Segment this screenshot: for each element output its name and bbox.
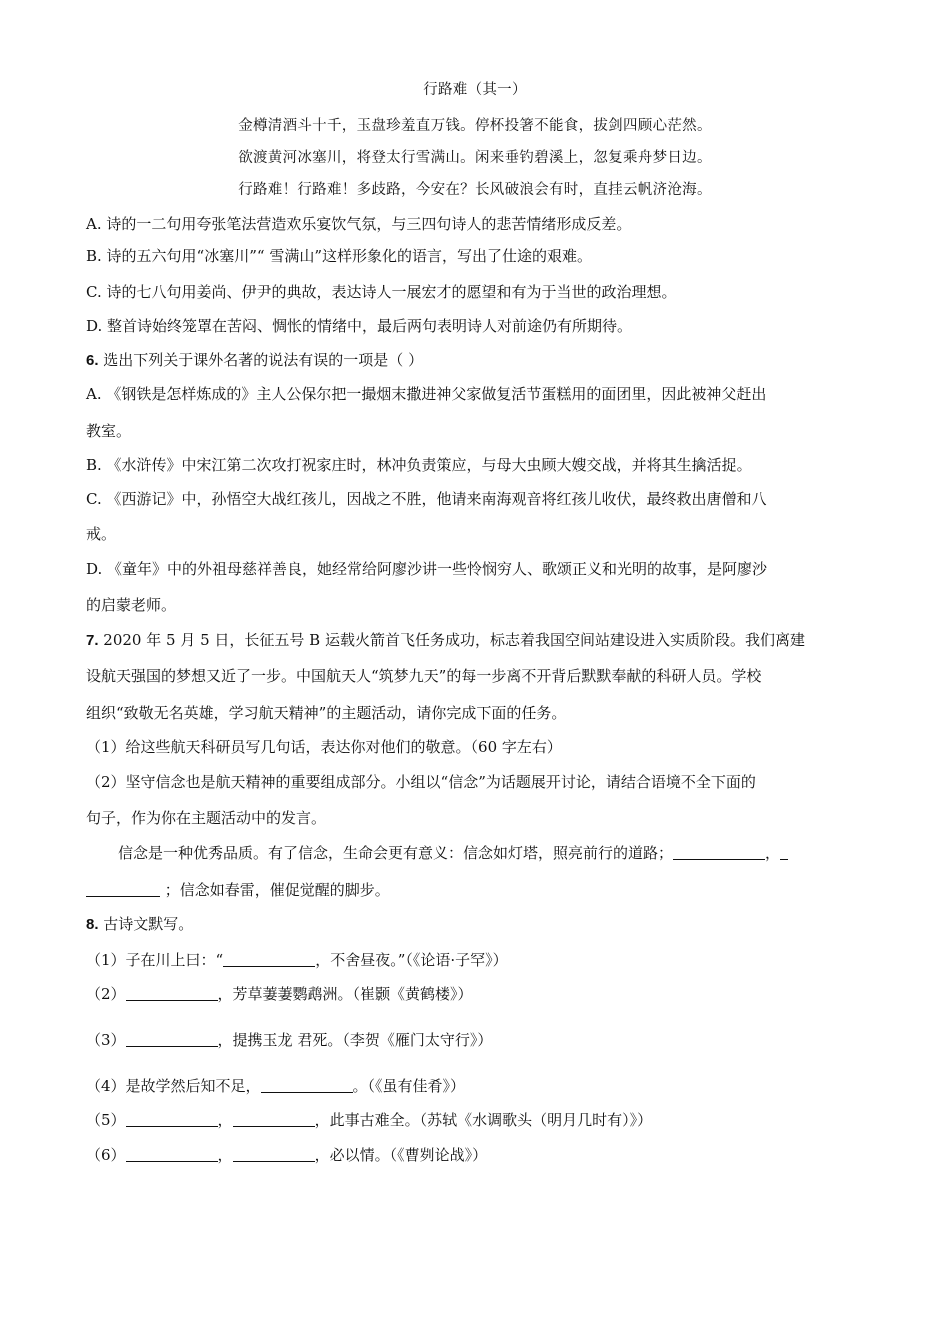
answer-blank[interactable] [126,986,218,1001]
question-6 [86,350,423,371]
q5-option-c: C. 诗的七八句用姜尚、伊尹的典故，表达诗人一展宏才的愿望和有为于当世的政治理想。 [86,283,677,301]
fill-separator: ， [765,844,781,862]
answer-blank[interactable] [86,882,160,897]
item-text: （1）子在川上曰：“ [86,951,224,969]
q6-option-d-line-1: D. 《童年》中的外祖母慈祥善良，她经常给阿廖沙讲一些怜悯穷人、歌颂正义和光明的故事，是阿廖沙 [86,560,768,578]
item-text: （3） [86,1031,126,1049]
question-7-line-3: 组织“致敬无名英雄，学习航天精神”的主题活动，请你完成下面的任务。 [86,704,567,722]
answer-blank[interactable] [126,1032,218,1047]
question-number: 7. [86,632,99,649]
answer-blank[interactable] [261,1078,353,1093]
item-text: ，芳草萋萋鹦鹉洲。（崔颢《黄鹤楼》） [217,985,473,1003]
q8-item-2 [86,984,473,1004]
question-stem: 古诗文默写。 [103,915,194,933]
poem-line-1: 金樽清酒斗十千，玉盘珍羞直万钱。停杯投箸不能食，拔剑四顾心茫然。 [238,118,712,134]
answer-blank[interactable] [126,1147,218,1162]
q6-option-a-line-2: 教室。 [86,422,132,440]
item-text: ，不舍昼夜。”（《论语·子罕》） [315,951,508,969]
answer-blank[interactable] [673,845,765,860]
answer-blank[interactable] [233,1112,315,1127]
item-text: （6） [86,1146,126,1164]
question-number: 6. [86,352,99,369]
q7-fill-line-2 [86,880,390,900]
poem-title: 行路难（其一） [423,82,527,98]
q7-subtask-2-line-1: （2）坚守信念也是航天精神的重要组成部分。小组以“信念”为话题展开讨论，请结合语境不全下面的 [86,773,756,791]
item-text: （4）是故学然后知不足， [86,1077,261,1095]
q5-option-b: B. 诗的五六句用“冰塞川”“ 雪满山”这样形象化的语言，写出了仕途的艰难。 [86,247,593,265]
item-text: ， [217,1111,233,1129]
q8-item-1 [86,950,508,970]
q6-option-d-line-2: 的启蒙老师。 [86,596,177,614]
question-7-line-2: 设航天强国的梦想又近了一步。中国航天人“筑梦九天”的每一步离不开背后默默奉献的科研人员。学校 [86,667,762,685]
q7-fill-line-1 [118,843,788,863]
question-text: 2020 年 5 月 5 日，长征五号 B 运载火箭首飞任务成功，标志着我国空间站建设进入实质阶段。我们离建 [103,631,805,649]
q7-subtask-2-line-2: 句子，作为你在主题活动中的发言。 [86,809,327,827]
q5-option-a: A. 诗的一二句用夸张笔法营造欢乐宴饮气氛，与三四句诗人的悲苦情绪形成反差。 [86,215,632,233]
question-8 [86,914,193,935]
answer-blank[interactable] [780,845,788,860]
poem-line-3: 行路难！行路难！多歧路，今安在？长风破浪会有时，直挂云帆济沧海。 [238,182,712,198]
q5-option-d: D. 整首诗始终笼罩在苦闷、惆怅的情绪中，最后两句表明诗人对前途仍有所期待。 [86,317,633,335]
item-text: 。（《虽有佳肴》） [352,1077,466,1095]
question-7-line-1 [86,630,805,651]
question-stem: 选出下列关于课外名著的说法有误的一项是（ ） [103,351,424,369]
q8-item-3 [86,1030,492,1050]
item-text: ，提携玉龙 君死。（李贺《雁门太守行》） [217,1031,493,1049]
q7-subtask-1: （1）给这些航天科研员写几句话，表达你对他们的敬意。（60 字左右） [86,738,562,756]
q6-option-c-line-1: C. 《西游记》中，孙悟空大战红孩儿，因战之不胜，他请来南海观音将红孩儿收伏，最终救出唐僧和八 [86,490,767,508]
q6-option-a-line-1: A. 《钢铁是怎样炼成的》主人公保尔把一撮烟末撒进神父家做复活节蛋糕用的面团里，因此被神父赶出 [86,385,767,403]
question-number: 8. [86,916,99,933]
item-text: ，此事古难全。（苏轼《水调歌头（明月几时有）》） [314,1111,653,1129]
item-text: ， [217,1146,233,1164]
poem-line-2: 欲渡黄河冰塞川，将登太行雪满山。闲来垂钓碧溪上，忽复乘舟梦日边。 [238,150,712,166]
answer-blank[interactable] [223,952,315,967]
item-text: ，必以情。（《曹刿论战》） [314,1146,488,1164]
fill-text: ；信念如春雷，催促觉醒的脚步。 [164,881,390,899]
answer-blank[interactable] [126,1112,218,1127]
q8-item-5 [86,1110,652,1130]
q6-option-c-line-2: 戒。 [86,525,117,543]
q8-item-6 [86,1145,487,1165]
q8-item-4 [86,1076,465,1096]
answer-blank[interactable] [233,1147,315,1162]
item-text: （5） [86,1111,126,1129]
item-text: （2） [86,985,126,1003]
fill-text: 信念是一种优秀品质。有了信念，生命会更有意义：信念如灯塔，照亮前行的道路； [118,844,674,862]
q6-option-b: B. 《水浒传》中宋江第二次攻打祝家庄时，林冲负责策应，与母大虫顾大嫂交战，并将其生擒活捉。 [86,456,752,474]
